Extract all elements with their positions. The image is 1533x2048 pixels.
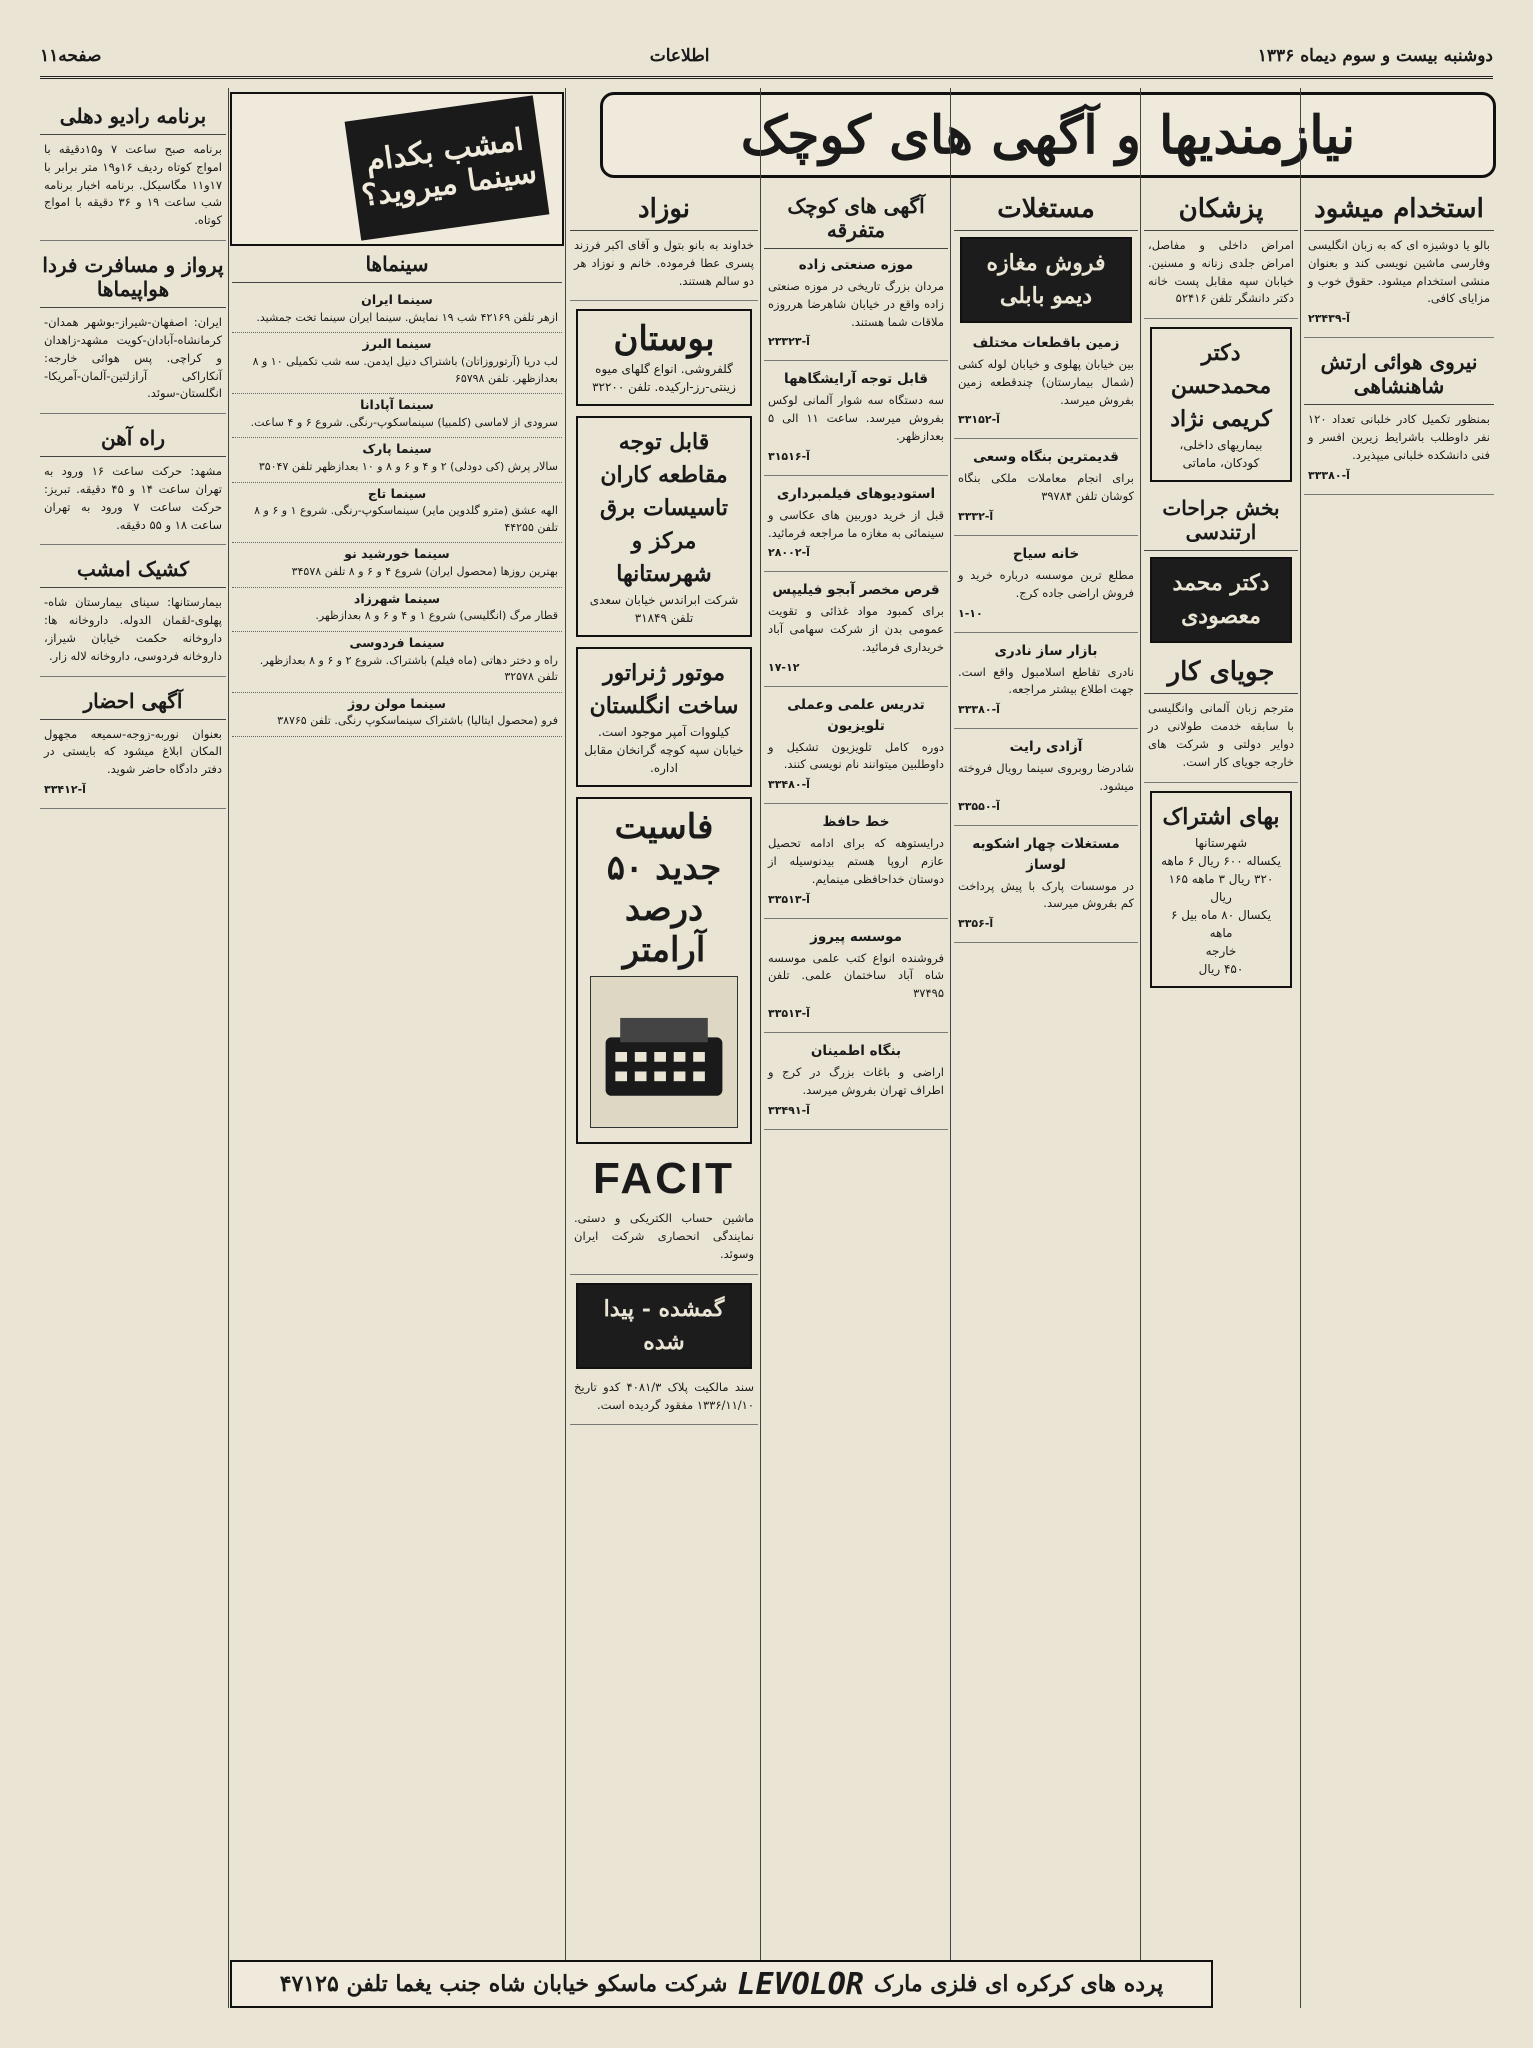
cinema-name: سینما شهرزاد	[353, 590, 441, 606]
birth-heading: نوزاد	[570, 190, 758, 231]
cinema-details: لب دریا (آرتوروزاتان) باشتراک دنیل ایدمن. سه شب تکمیلی ۱۰ و ۸ بعدازظهر. تلفن ۶۵۷۹۸	[252, 355, 558, 385]
ad-text: دوره کامل تلویزیون تشکیل و داوطلبین میتوانند نام نویسی کنند.	[768, 739, 944, 772]
column-rule	[1140, 88, 1141, 2008]
hiring-code: آ-۲۳۴۳۹	[1308, 312, 1350, 326]
motor-generator-ad	[576, 647, 752, 787]
electric-contractors-text: شرکت ابراندس خیابان سعدی تلفن ۳۱۸۴۹	[589, 593, 739, 626]
cinema-name: سینما خورشید نو	[344, 546, 450, 562]
ad-text: مطلع ترین موسسه درباره خرید و فروش اراضی جاده کرج.	[958, 567, 1134, 600]
ad-text: اراضی و باغات بزرگ در کرج و اطراف تهران بفروش میرسد.	[768, 1065, 944, 1097]
promo-text: امشب بکدام سینما میروید؟	[345, 95, 550, 240]
train-schedule: مشهد: حرکت ساعت ۱۶ ورود به تهران ساعت ۱۴ و ۴۵ دقیقه. تبریز: حرکت ساعت ۷ ورود به تهران ساعت ۱۸ و ۵۵ دقیقه.	[40, 463, 226, 545]
column-ads-a	[570, 190, 758, 2008]
motor-generator-title: موتور ژنراتور ساخت انگلستان	[589, 660, 739, 720]
ad-title: قدیمترین بنگاه وسعی	[973, 449, 1119, 466]
cinema-listing	[232, 693, 562, 737]
airforce-text: بمنظور تکمیل کادر خلبانی تعداد ۱۲۰ نفر داوطلب باشرایط زیرین افسر و فنی دانشکده خلبانی میپذیرد.	[1308, 412, 1490, 462]
cinema-name: سینما آپادانا	[360, 397, 434, 412]
flower-shop-ad	[576, 309, 752, 406]
jobs-heading: جویای کار	[1144, 653, 1298, 694]
ad-text: برای کمبود مواد غذائی و تقویت عمومی بدن از شرکت سهامی آباد خریداری فرمائید.	[768, 604, 944, 654]
subscription-line: ۴۵۰ ریال	[1198, 961, 1244, 976]
ad-title: خط حافظ	[822, 814, 890, 831]
flower-shop-text: گلفروشی. انواع گلهای میوه زینتی-رز-ارکیده. تلفن ۳۲۲۰۰	[592, 362, 736, 395]
ad-title: قرص مخصر آبجو فیلیپس	[772, 582, 940, 599]
classified-ad	[764, 255, 948, 361]
column-rule	[760, 88, 761, 2008]
doctors-heading: پزشکان	[1144, 190, 1298, 231]
lost-found-banner	[576, 1283, 752, 1369]
fasit-ad	[576, 797, 752, 1144]
subscription-box	[1150, 791, 1292, 988]
fasit-title: فاسیت جدید ۵۰ درصد آرامتر	[606, 807, 722, 970]
column-misc-ads	[764, 190, 948, 2008]
real-estate-ad	[954, 737, 1138, 826]
classified-ad	[764, 580, 948, 686]
electric-contractors-title: قابل توجه مقاطعه کاران تاسیسات برق مرکز و شهرستانها	[600, 429, 728, 588]
column-doctors	[1144, 190, 1298, 2008]
travel-heading: پرواز و مسافرت فردا هواپیماها	[40, 249, 226, 308]
classified-ad	[764, 927, 948, 1033]
column-services	[40, 100, 226, 2008]
calculator-icon	[591, 997, 737, 1107]
ad-code: آ-۳۳۴۸۰	[768, 778, 810, 792]
doctor-name: دکتر محمدحسن کریمی نژاد	[1170, 340, 1272, 433]
column-hiring	[1304, 190, 1494, 2008]
cinema-details: قطار مرگ (انگلیسی) شروع ۱ و ۴ و ۶ و ۸ بعدازظهر.	[315, 609, 558, 623]
ad-title: بنگاه اطمینان	[810, 1043, 902, 1060]
electric-contractors-ad	[576, 416, 752, 637]
masthead	[40, 36, 1493, 79]
real-estate-ad	[954, 544, 1138, 633]
notice-code: آ-۳۳۴۱۲	[44, 783, 86, 797]
radio-program: برنامه صبح ساعت ۷ و۱۵دقیقه با امواج کوتاه ردیف ۱۶و۱۹ متر برابر با ۱۷و۱۱ مگاسیکل. برنامه اخبار برنامه شب ساعت ۱۹ و ۳۶ دقیقه با امواج کوتاه.	[40, 141, 226, 241]
cinema-details: راه و دختر دهاتی (ماه فیلم) باشتراک. شروع ۲ و ۶ و ۸ بعدازظهر. تلفن ۳۲۵۷۸	[259, 653, 558, 683]
column-real-estate	[954, 190, 1138, 2008]
cinema-listing	[232, 543, 562, 587]
ad-title: خانه سیاح	[1012, 546, 1080, 562]
classified-ad	[764, 484, 948, 573]
notice-heading: آگهی احضار	[40, 685, 226, 720]
ad-title: قابل توجه آرایشگاهها	[784, 371, 928, 388]
cinema-details: فرو (محصول ایتالیا) باشتراک سینماسکوپ رنگی. تلفن ۳۸۷۶۵	[277, 714, 558, 728]
ad-title: موسسه پیروز	[810, 928, 902, 945]
ad-title: استودیوهای فیلمبرداری	[776, 485, 936, 502]
cinema-details: سرودی از لاماسی (کلمبیا) سینماسکوپ-رنگی. شروع ۶ و ۴ ساعت.	[250, 415, 558, 429]
ad-title: مستغلات چهار اشکوبه لوساز	[972, 835, 1120, 873]
doctor-masoudi-ad	[1150, 557, 1292, 643]
real-estate-ad	[954, 834, 1138, 944]
ad-text: در موسسات پارک با پیش پرداخت کم بفروش میرسد.	[958, 878, 1134, 911]
column-rule	[565, 88, 566, 2008]
orthopedics-heading: بخش جراحات ارتندسی	[1144, 492, 1298, 551]
cinema-listing	[232, 289, 562, 333]
ad-title: بازار ساز نادری	[994, 642, 1098, 659]
real-estate-heading: مستغلات	[954, 190, 1138, 231]
cinema-name: سینما تاج	[367, 485, 427, 501]
column-rule	[228, 88, 229, 2008]
ad-code: ۱-۱۰	[958, 606, 983, 620]
motor-generator-text: کیلووات آمپر موجود است. خیابان سپه کوچه گرانخان مقابل اداره.	[584, 725, 744, 776]
ad-title: زمین باقطعات مختلف	[972, 335, 1120, 351]
lost-found-text: سند مالکیت پلاک ۴۰۸۱/۳ کدو تاریخ ۱۳۳۶/۱۱/۱۰ مفقود گردیده است.	[570, 1379, 758, 1426]
cinema-listing	[232, 632, 562, 693]
travel-schedule: ایران: اصفهان-شیراز-بوشهر همدان-کرمانشاه-آبادان-کویت مشهد-زاهدان و کراچی. پس هوائی خارجه: آنکاراکی آرازلتین-آلمان-آمریکا-انگلستان-سوئد.	[40, 314, 226, 414]
cinema-name: سینما البرز	[362, 336, 432, 352]
pharmacy-heading: کشیک امشب	[40, 553, 226, 588]
hiring-ad	[1304, 237, 1494, 338]
cinema-name: سینما فردوسی	[349, 634, 445, 650]
lost-found-title: گمشده - پیدا شده	[603, 1295, 725, 1355]
ad-code: آ-۲۳۳۲۳	[768, 335, 810, 349]
ad-title: موزه صنعتی زاده	[798, 257, 914, 273]
real-estate-ad	[954, 447, 1138, 536]
section-title: نیازمندیها و آگهی های کوچک	[600, 92, 1496, 178]
levolor-text-b: شرکت ماسکو خیابان شاه جنب یغما تلفن ۴۷۱۲۵	[279, 1971, 728, 1997]
calculator-illustration	[590, 976, 738, 1128]
classified-ad	[764, 695, 948, 805]
ad-code: آ-۳۳۵۶	[958, 917, 994, 931]
levolor-brand: LEVOLOR	[737, 1966, 864, 2002]
cinema-listing	[232, 394, 562, 438]
classified-ad	[764, 369, 948, 475]
subscription-line: خارجه	[1205, 943, 1237, 958]
cinema-details: سالار پرش (کی‌ دودلی) ۲ و ۴ و ۶ و ۸ و ۱۰ بعدازظهر تلفن ۳۵۰۴۷	[258, 460, 558, 473]
cinema-listing	[232, 483, 562, 544]
ad-text: قبل از خرید دوربین های عکاسی و سینمائی به مغازه ما مراجعه فرمائید.	[767, 507, 944, 540]
levolor-text-a: پرده های کرکره ای فلزی مارک	[873, 1971, 1164, 1997]
ad-text: شادرضا روبروی سینما رویال فروخته میشود.	[958, 761, 1134, 793]
cinema-listing	[232, 438, 562, 482]
ad-code: آ-۳۳۳۸۰	[958, 703, 1000, 717]
cinema-listing	[232, 588, 562, 632]
issue-date: دوشنبه بیست و سوم دیماه ۱۳۳۶	[1257, 46, 1493, 66]
subscription-heading: بهای اشتراک	[1162, 803, 1280, 830]
birth-announcement: خداوند به بانو بتول و آقای اکبر فرزند پسری عطا فرموده. خانم و نوزاد هر دو سالم هستند.	[570, 237, 758, 301]
ad-text: نادری تقاطع اسلامبول واقع است. جهت اطلاع بیشتر مراجعه.	[958, 664, 1134, 697]
classified-ad	[764, 1041, 948, 1130]
hiring-text: بالو یا دوشیزه ای که به زبان انگلیسی وفارسی ماشین نویسی کند و بعنوان منشی استخدام میشود. حقوق خوب و مزایای کافی.	[1308, 238, 1490, 306]
cinema-name: سینما ایران	[361, 292, 433, 307]
notice-text: بعنوان نوربه-زوجه-سمیعه مجهول المکان ابلاغ میشود که بایستی در دفتر دادگاه حاضر شوید.	[44, 726, 222, 777]
ad-code: ۱۷-۱۲	[768, 660, 800, 674]
subscription-line: یکساله ۶۰۰ ریال ۶ ماهه ۳۲۰ ریال ۳ ماهه ۱۶۵ ریال	[1161, 853, 1281, 904]
paper-name: اطلاعات	[649, 46, 710, 66]
train-heading: راه آهن	[40, 422, 226, 457]
ad-text: درایستوهه که برای ادامه تحصیل عازم اروپا هستم بیدنوسیله از دوستان خداحافظی مینمایم.	[768, 836, 944, 886]
cinema-promo	[230, 92, 564, 246]
cinema-heading: سینماها	[232, 248, 562, 283]
radio-heading: برنامه رادیو دهلی	[40, 100, 226, 135]
airforce-ad	[1304, 411, 1494, 494]
ad-title: تدریس علمی وعملی تلویزیون	[787, 696, 925, 734]
column-rule	[1300, 88, 1301, 2008]
doctor-specialty: بیماریهای داخلی، کودکان، ماماتی	[1179, 438, 1263, 471]
ad-text: برای انجام معاملات ملکی بنگاه کوشان تلفن ۳۹۷۸۴	[958, 471, 1134, 504]
jobs-ad: مترجم زبان آلمانی وانگلیسی با سابقه خدمت طولانی در دوایر دولتی و شرکت های خارجه جویای کار است.	[1144, 700, 1298, 782]
pharmacy-list: بیمارستانها: سینای بیمارستان شاه-پهلوی-لقمان الدوله. داروخانه ها: داروخانه حکمت خیابان شیراز، داروخانه فردوسی، داروخانه لاله زار.	[40, 594, 226, 676]
cinema-details: بهترین روزها (محصول ایران) شروع ۴ و ۶ و ۸ تلفن ۳۴۵۷۸	[291, 565, 558, 578]
doctor-karimi-ad	[1150, 327, 1292, 482]
facit-text: ماشین حساب الکتریکی و دستی. نمایندگی انحصاری شرکت ایران وسوئد.	[570, 1210, 758, 1274]
misc-heading: آگهی های کوچک متفرقه	[764, 190, 948, 249]
ad-code: آ-۳۳۱۵۲	[958, 413, 1000, 427]
ad-text: بین خیابان پهلوی و خیابان لوله کشی (شمال بیمارستان) چندقطعه زمین بفروش میرسد.	[958, 356, 1134, 407]
cinema-listing	[232, 333, 562, 394]
ad-text: فروشنده انواع کتب علمی موسسه شاه آباد ساختمان علمی. تلفن ۳۷۴۹۵	[768, 950, 944, 1001]
ad-code: آ-۳۳۵۱۳	[768, 1007, 810, 1021]
levolor-banner	[230, 1960, 1213, 2008]
hiring-heading: استخدام میشود	[1304, 190, 1494, 231]
subscription-line: شهرستانها	[1194, 835, 1248, 850]
column-cinemas	[232, 248, 562, 2008]
misc-list	[764, 255, 948, 1130]
cinema-details: ازهر تلفن ۴۲۱۶۹ شب ۱۹ نمایش. سینما ایران سینما تخت جمشید.	[256, 310, 558, 324]
facit-logo: FACIT	[592, 1154, 736, 1204]
cinema-name: سینما پارک	[362, 441, 432, 457]
column-rule	[950, 88, 951, 2008]
real-estate-ad	[954, 641, 1138, 730]
doctor2-name: دکتر محمد معصودی	[1172, 570, 1270, 630]
subscription-line: یکسال ۸۰ ماه بیل ۶ ماهه	[1170, 907, 1272, 940]
shop-sale-banner	[960, 237, 1132, 323]
ad-code: آ-۲۸۰۰۲	[768, 546, 810, 560]
cinema-details: الهه عشق (مترو گلدوین مایر) سینماسکوپ-رنگی. شروع ۱ و ۶ و ۸ تلفن ۴۴۲۵۵	[254, 504, 558, 534]
rent-list	[954, 333, 1138, 943]
page-number: صفحه۱۱	[40, 46, 102, 66]
subscription-lines	[1158, 834, 1284, 978]
ad-code: آ-۳۳۵۵۰	[958, 799, 1000, 813]
court-notice	[40, 726, 226, 809]
classified-ad	[764, 812, 948, 918]
ad-code: آ-۳۱۵۱۶	[768, 449, 810, 463]
cinema-list	[232, 289, 562, 737]
ad-text: سه دستگاه سه شوار آلمانی لوکس بفروش میرسد. ساعت ۱۱ الی ۵ بعدازظهر.	[768, 393, 944, 443]
ad-code: آ-۳۳۵۱۳	[768, 892, 810, 906]
ad-title: آزادی رایت	[1009, 739, 1083, 756]
ad-text: مردان بزرگ تاریخی در موزه صنعتی زاده واقع در خیابان شاهرضا هرروزه ملاقات شما هستند.	[768, 278, 944, 329]
doctor-ad: امراض داخلی و مفاصل، امراض جلدی زنانه و مسنین. خیابان سپه مقابل پست خانه دکتر دانشگر تلفن ۵۲۴۱۶	[1144, 237, 1298, 319]
shop-sale-title: فروش مغازه دیمو بابلی	[986, 250, 1106, 309]
cinema-name: سینما مولن روژ	[348, 695, 446, 711]
real-estate-ad	[954, 333, 1138, 439]
airforce-code: آ-۳۳۳۸۰	[1308, 468, 1350, 482]
flower-shop-name: بوستان	[613, 319, 715, 360]
ad-code: آ-۳۳۴۹۱	[768, 1103, 810, 1117]
airforce-heading: نیروی هوائی ارتش شاهنشاهی	[1304, 346, 1494, 405]
ad-code: آ-۳۳۳۲	[958, 509, 994, 523]
